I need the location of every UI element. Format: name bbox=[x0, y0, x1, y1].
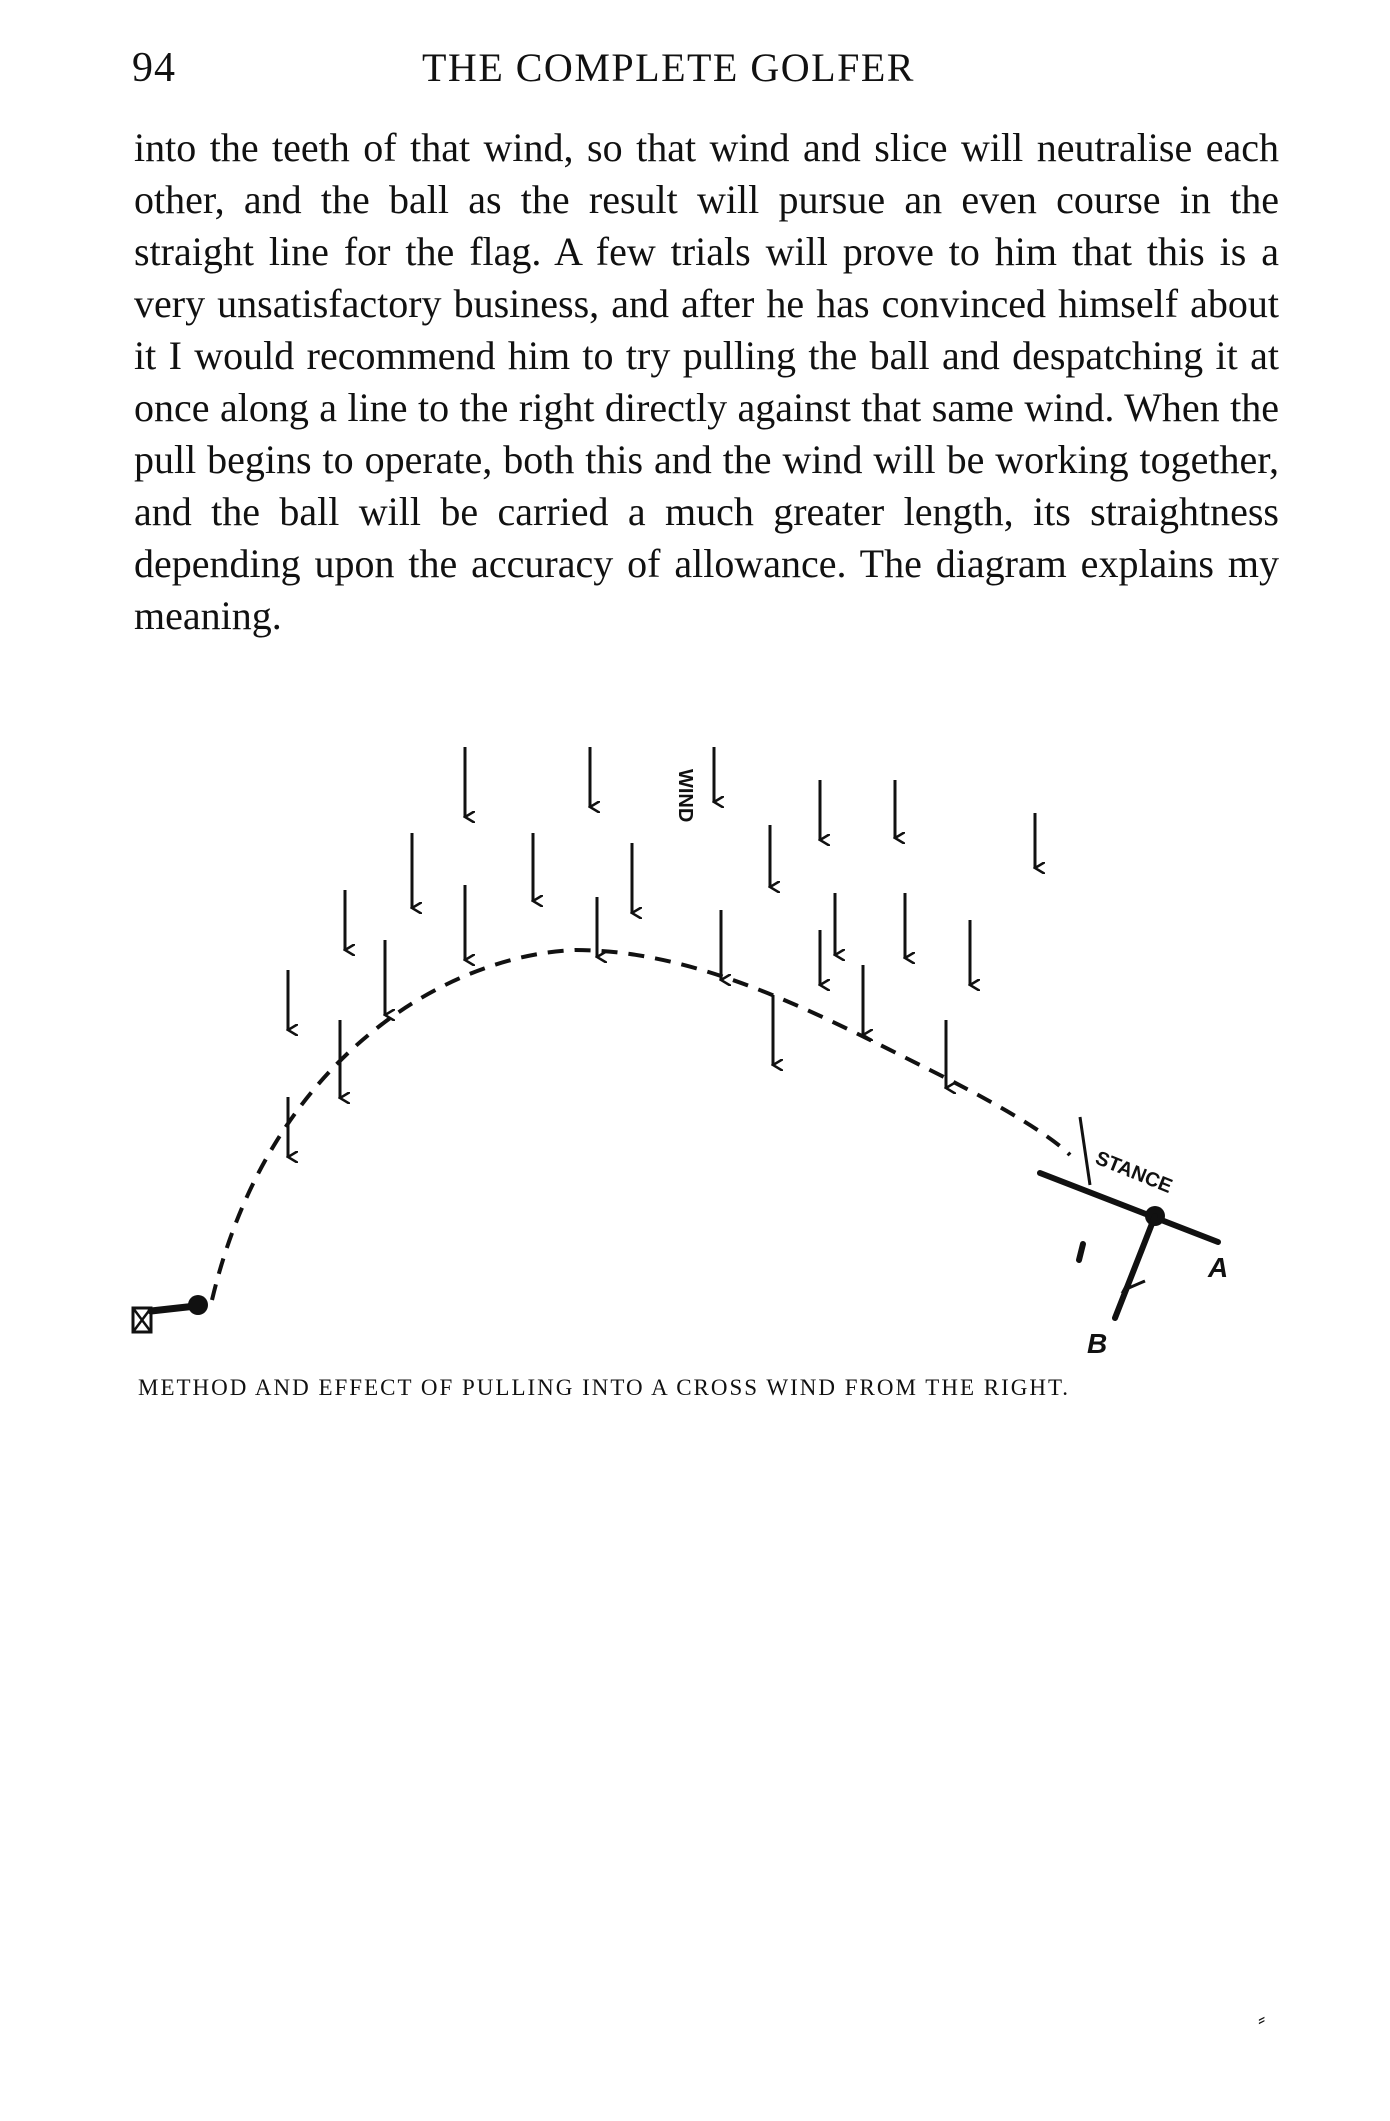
wind-label: WIND bbox=[674, 769, 696, 823]
stance-label: STANCE bbox=[1092, 1147, 1176, 1198]
label-a: A bbox=[1208, 1252, 1229, 1283]
running-title: THE COMPLETE GOLFER bbox=[422, 45, 915, 90]
wind-arrows bbox=[288, 747, 1035, 1157]
ball-flight-path bbox=[212, 950, 1070, 1300]
diagram-svg bbox=[120, 725, 1300, 1375]
label-b: B bbox=[1087, 1328, 1108, 1359]
body-paragraph-1: into the teeth of that wind, so that wind and slice will neutralise each other, and the ball as the result will pursue an even course in the straight line for the flag. A few trials will prove to him that this is a very unsatisfactory business, and after he has convinced himself about it I would recommend him to try pulling the ball and despatching it at once along a line to the right directly against that same wind. When the pull begins to operate, both this and the wind will be working together, and the ball will be carried a much greater length, its straightness depending upon the accuracy of allowance. The diagram explains my meaning. bbox=[134, 125, 1279, 638]
stance-diagram bbox=[1040, 1117, 1218, 1318]
printer-mark: ⸗ bbox=[1258, 2006, 1266, 2031]
page-number: 94 bbox=[132, 45, 176, 91]
tee-marker bbox=[133, 1295, 208, 1332]
page-header bbox=[132, 44, 1282, 104]
wind-diagram bbox=[120, 725, 1300, 1375]
figure-caption: METHOD AND EFFECT OF PULLING INTO A CROSS WIND FROM THE RIGHT. bbox=[138, 1375, 1071, 1400]
